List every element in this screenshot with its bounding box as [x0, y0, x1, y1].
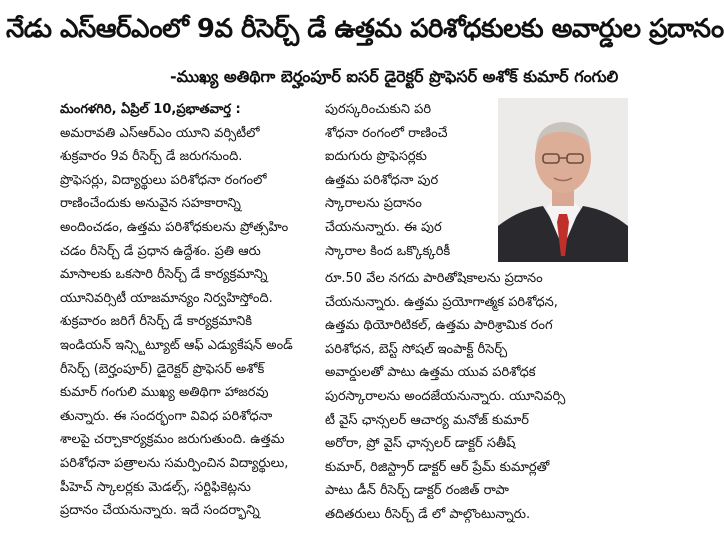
article-text-line: శుక్రవారం జరిగే రీసెర్చ్ డే కార్యక్రమానికి [60, 314, 253, 330]
article-text-line: టీ వైస్ ఛాన్సలర్ ఆచార్య మనోజ్ కుమార్ [325, 412, 529, 428]
article-text-line: మంగళగిరి, ఏప్రిల్ 10,ప్రభాతవార్త : [60, 102, 241, 117]
article-text-line: యూనివర్సిటీ యాజమాన్యం నిర్వహిస్తోంది. [60, 290, 273, 306]
article-text-line: చడం రీసెర్చ్ డే ప్రధాన ఉద్దేశం. ప్రతి ఆరు [60, 243, 261, 259]
article-text-line: చేయనున్నారు. ఈ పుర [325, 219, 442, 235]
article-text-line: అరోరా, ప్రో వైస్ ఛాన్సలర్ డాక్టర్ సతీష్ [325, 436, 516, 452]
article-text-line: పురస్కారాలను అందజేయనున్నారు. యూనివర్సి [325, 388, 566, 404]
article-text-line: స్కారాల కింద ఒక్కొక్కరికీ [325, 243, 451, 259]
headline: నేడు ఎస్ఆర్ఎంలో 9వ రీసెర్చ్ డే ఉత్తమ పరిశోధకులకు అవార్డుల ప్రదానం [6, 14, 724, 44]
article-text-line: ఉత్తమ పరిశోధనా పుర [325, 172, 439, 188]
article-text-line: కుమార్, రిజిస్ట్రార్ డాక్టర్ ఆర్ ప్రేమ్ కుమార్లతో [325, 459, 550, 475]
article-text-line: అవార్డులతో పాటు ఉత్తమ యువ పరిశోధక [325, 365, 536, 381]
subheadline: -ముఖ్య అతిథిగా బెర్హంపూర్ ఐసర్ డైరెక్టర్ ప్రొఫెసర్ అశోక్ కుమార్ గంగులి [170, 67, 619, 86]
article-text-line: ప్రొఫెసర్లు, విద్యార్థులు పరిశోధనా రంగంలో [60, 172, 267, 188]
portrait-photo [498, 98, 628, 262]
article-text-line: చేయనున్నారు. ఉత్తమ ప్రయోగాత్మక పరిశోధన, [325, 294, 558, 310]
article-text-line: రాణించేందుకు అనువైన సహకారాన్ని [60, 196, 241, 212]
article-text-line: శోధనా రంగంలో రాణించే [325, 125, 448, 141]
left-margin [0, 98, 56, 538]
article-text-line: అందించడం, ఉత్తమ పరిశోధకులను ప్రోత్సహిం [60, 219, 289, 235]
portrait-image [498, 98, 628, 262]
article-text-line: పాటు డీన్ రీసెర్చ్ డాక్టర్ రంజిత్ రాపా [325, 483, 509, 499]
article-text-line: స్కారాలను ప్రదానం [325, 196, 422, 212]
article-text-line: శాలపై చర్చాకార్యక్రమం జరుగుతుంది. ఉత్తమ [60, 432, 285, 448]
article-text-line: పరిశోధనా పత్రాలను సమర్పించిన విద్యార్థులు, [60, 455, 289, 471]
article-text-line: పీహెచ్ స్కాలర్లకు మెడల్స్, సర్టిఫికెట్లను [60, 479, 251, 495]
article-text-line: ఇండియన్ ఇన్స్టిట్యూట్ ఆఫ్ ఎడ్యుకేషన్ అండ్ [60, 337, 293, 353]
article-text-line: తున్నారు. ఈ సందర్భంగా వివిధ పరిశోధనా [60, 408, 273, 424]
article-column-3 [325, 267, 627, 539]
article-column-1 [60, 98, 316, 538]
article-text-line: పరిశోధన, బెస్ట్ సోషల్ ఇంపాక్ట్ రీసెర్చ్ [325, 341, 508, 357]
article-text-line: రూ.50 వేల నగదు పారితోషికాలను ప్రదానం [325, 271, 543, 286]
article-text-line: మాసాలకు ఒకసారి రీసెర్చ్ డే కార్యక్రమాన్ని [60, 267, 268, 283]
article-text-line: ఐదుగురు ప్రొఫెసర్లకు [325, 149, 427, 165]
article-text-line: అమరావతి ఎస్ఆర్ఎం యూని వర్సిటీలో [60, 125, 260, 141]
article-text-line: తదితరులు రీసెర్చ్ డే లో పాల్గొంటున్నారు. [325, 506, 531, 522]
article-text-line: శుక్రవారం 9వ రీసెర్చ్ డే జరుగనుంది. [60, 149, 243, 165]
article-text-line: రీసెర్చ్ (బెర్హంపూర్) డైరెక్టర్ ప్రొఫెసర్ అశోక్ [60, 361, 265, 377]
article-text-line: పురస్కరించుకుని పరి [325, 102, 432, 117]
article-text-line: కుమార్ గంగులి ముఖ్య అతిథిగా హాజరవు [60, 385, 269, 401]
article-text-line: ప్రదానం చేయనున్నారు. ఇదే సందర్భాన్ని [60, 503, 260, 519]
article-text-line: ఉత్తమ థియోరిటికల్, ఉత్తమ పారిశ్రామిక రంగ [325, 318, 553, 334]
